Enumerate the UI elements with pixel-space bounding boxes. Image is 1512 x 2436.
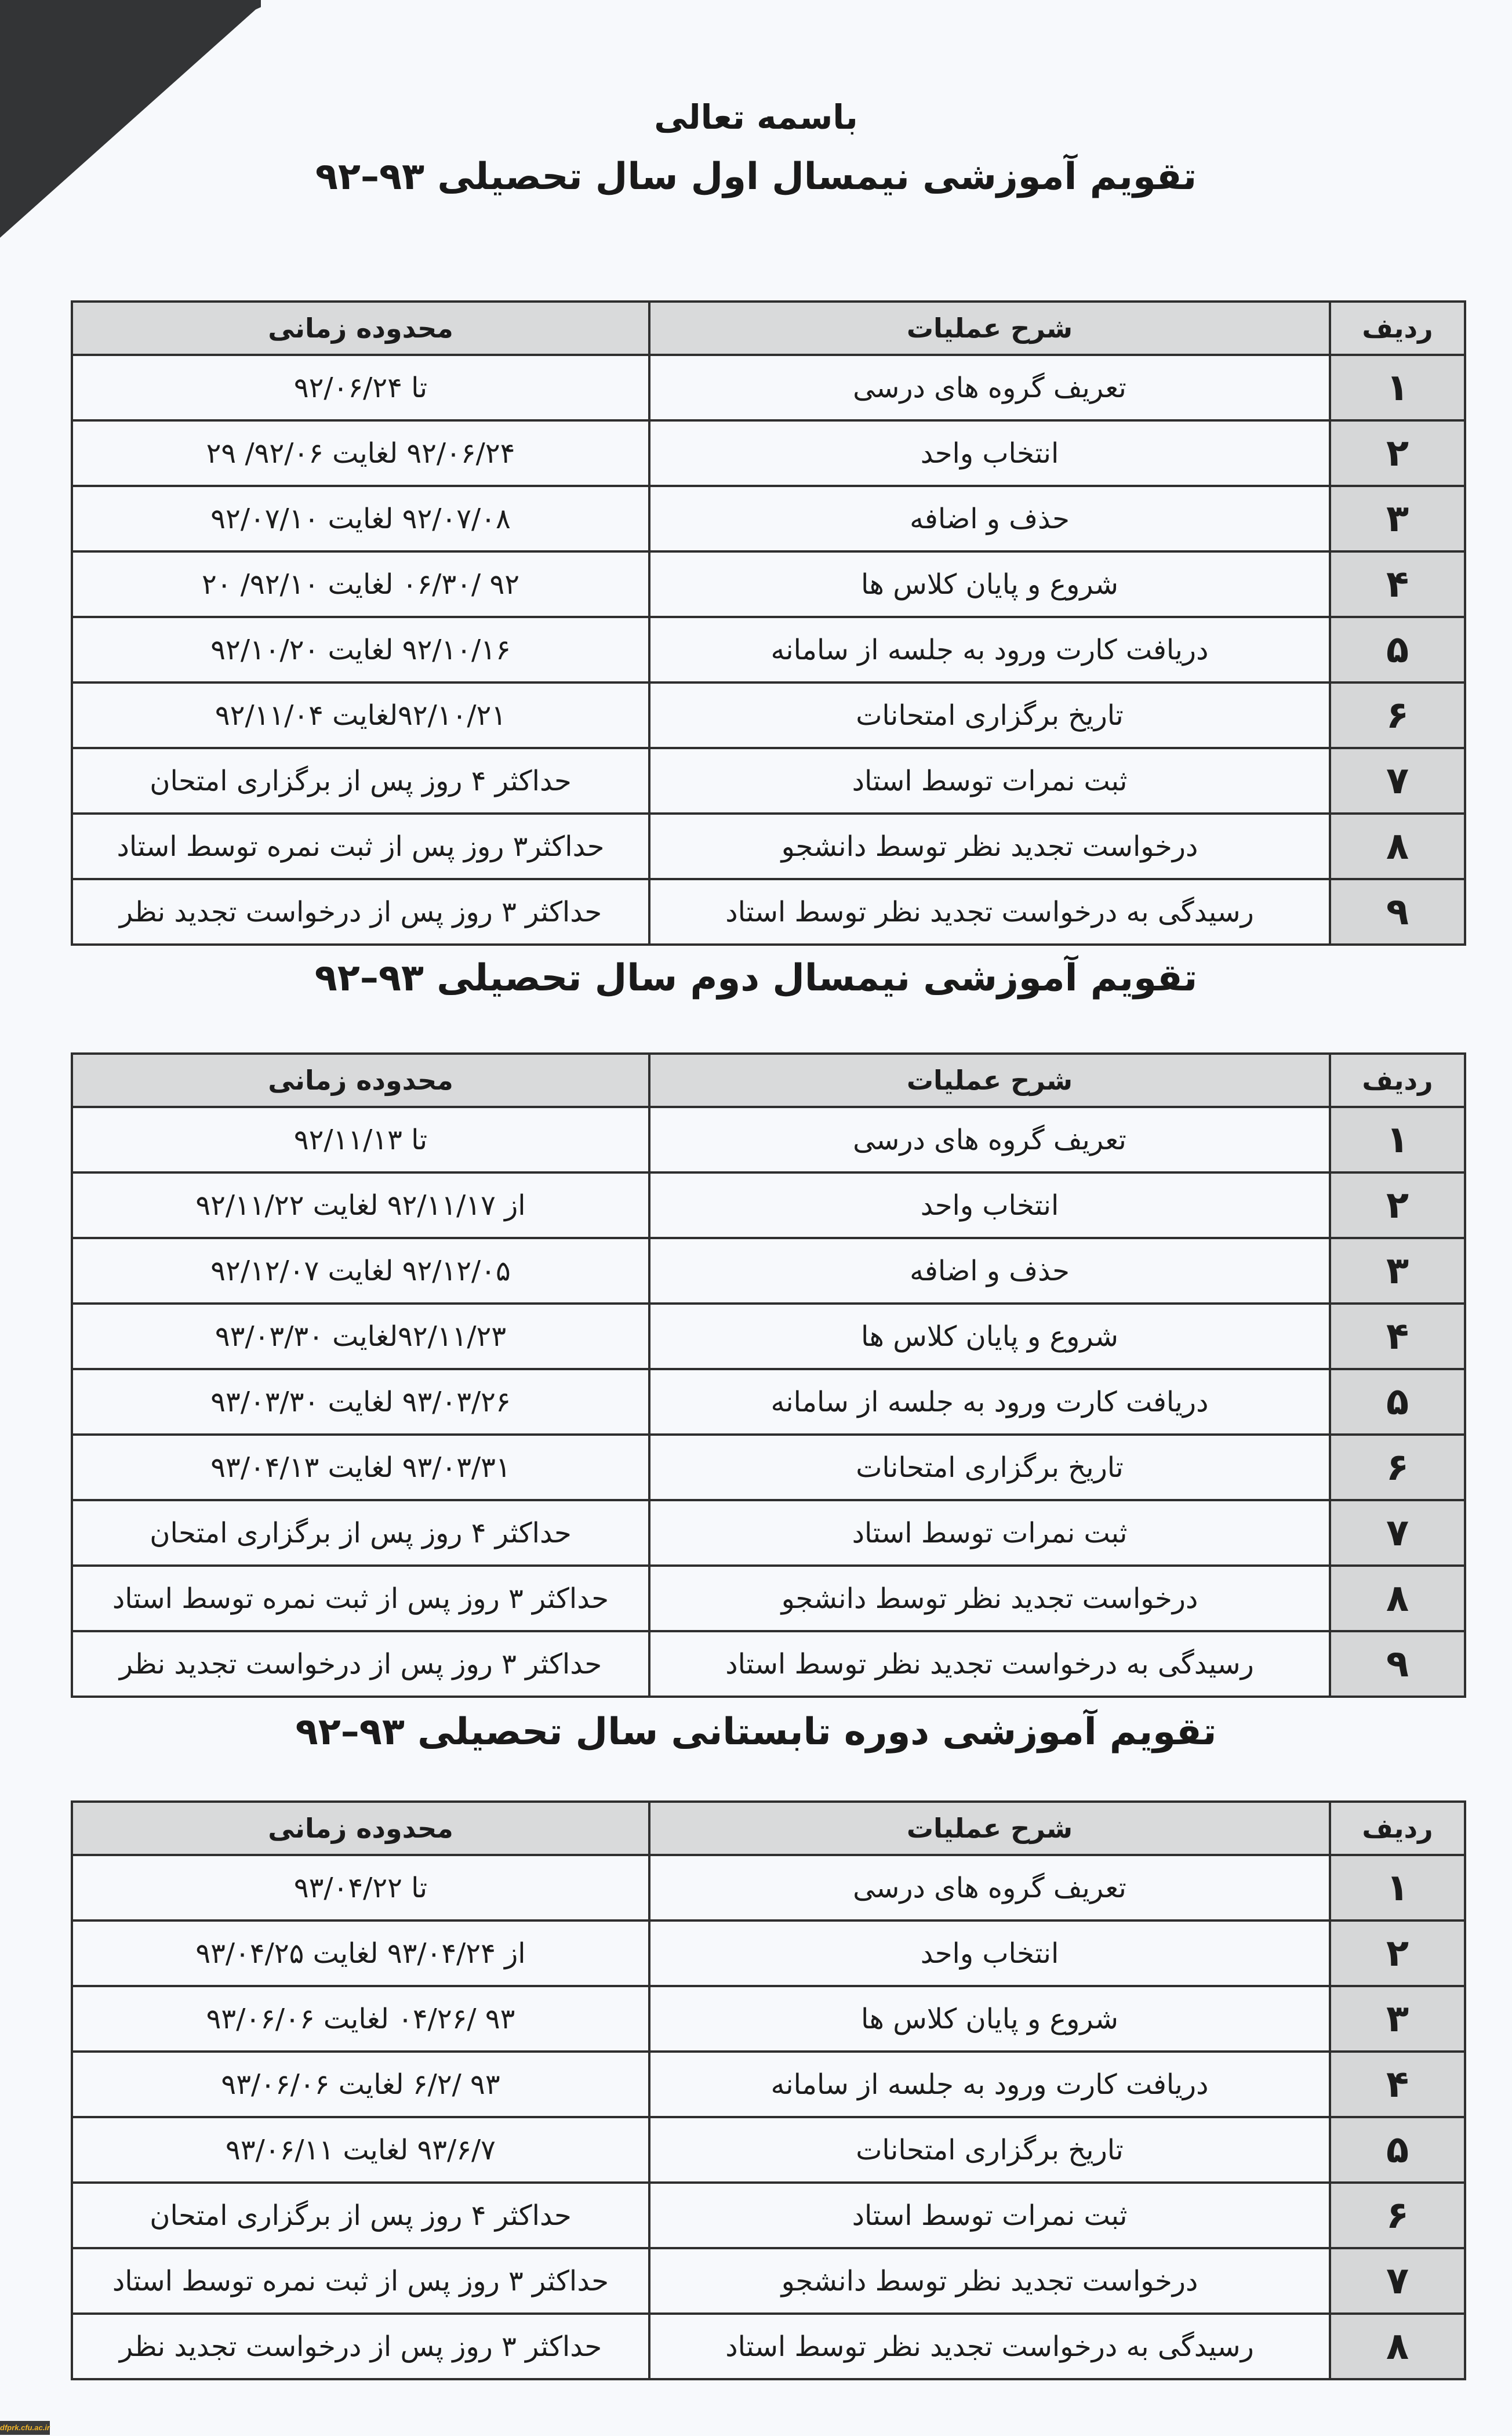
- time-range-cell: حداکثر ۳ روز پس از درخواست تجدید نظر: [72, 1631, 649, 1697]
- first-semester-calendar-table: [71, 300, 1466, 946]
- description-cell: درخواست تجدید نظر توسط دانشجو: [649, 814, 1330, 879]
- description-cell: دریافت کارت ورود به جلسه از سامانه: [649, 617, 1330, 682]
- description-cell: ثبت نمرات توسط استاد: [649, 1500, 1330, 1566]
- description-cell: ثبت نمرات توسط استاد: [649, 2183, 1330, 2248]
- row-number-cell: ۷: [1330, 1500, 1465, 1566]
- table-row: [72, 2052, 1465, 2117]
- table-row: [72, 748, 1465, 814]
- time-range-cell: ۹۳ /۰۴/۲۶ لغایت ۹۳/۰۶/۰۶: [72, 1986, 649, 2052]
- row-number-cell: ۱: [1330, 1107, 1465, 1172]
- time-range-cell: ۹۳/۰۳/۲۶ لغایت ۹۳/۰۳/۳۰: [72, 1369, 649, 1435]
- table-row: [72, 2183, 1465, 2248]
- second-semester-calendar-table: [71, 1052, 1466, 1698]
- row-number-cell: ۷: [1330, 2248, 1465, 2314]
- row-number-cell: ۲: [1330, 420, 1465, 486]
- table-row: [72, 682, 1465, 748]
- table-row: [72, 1921, 1465, 1986]
- table-3-title: تقویم آموزشی دوره تابستانی سال تحصیلی ۹۳–۹۲: [295, 1711, 1217, 1754]
- row-number-cell: ۳: [1330, 1238, 1465, 1304]
- header-description: شرح عملیات: [649, 1802, 1330, 1855]
- time-range-cell: حداکثر ۳ روز پس از درخواست تجدید نظر: [72, 2314, 649, 2379]
- header-row-number: ردیف: [1330, 302, 1465, 355]
- header-row-number: ردیف: [1330, 1054, 1465, 1107]
- table-header-row: [72, 302, 1465, 355]
- time-range-cell: ۹۳/۰۳/۳۱ لغایت ۹۳/۰۴/۱۳: [72, 1435, 649, 1500]
- table-row: [72, 1855, 1465, 1921]
- time-range-cell: ۹۲/۰۷/۰۸ لغایت ۹۲/۰۷/۱۰: [72, 486, 649, 551]
- description-cell: دریافت کارت ورود به جلسه از سامانه: [649, 1369, 1330, 1435]
- table-header-row: [72, 1054, 1465, 1107]
- description-cell: درخواست تجدید نظر توسط دانشجو: [649, 1566, 1330, 1631]
- table-row: [72, 1566, 1465, 1631]
- description-cell: شروع و پایان کلاس ها: [649, 1986, 1330, 2052]
- table-row: [72, 1986, 1465, 2052]
- row-number-cell: ۵: [1330, 617, 1465, 682]
- row-number-cell: ۶: [1330, 682, 1465, 748]
- table-row: [72, 2248, 1465, 2314]
- time-range-cell: حداکثر ۳ روز پس از ثبت نمره توسط استاد: [72, 1566, 649, 1631]
- header-time-range: محدوده زمانی: [72, 302, 649, 355]
- time-range-cell: ۹۲/۱۱/۲۳لغایت ۹۳/۰۳/۳۰: [72, 1304, 649, 1369]
- description-cell: انتخاب واحد: [649, 420, 1330, 486]
- header-row-number: ردیف: [1330, 1802, 1465, 1855]
- row-number-cell: ۹: [1330, 1631, 1465, 1697]
- time-range-cell: ۹۳ /۶/۲ لغایت ۹۳/۰۶/۰۶: [72, 2052, 649, 2117]
- row-number-cell: ۸: [1330, 814, 1465, 879]
- table-header-row: [72, 1802, 1465, 1855]
- time-range-cell: تا ۹۲/۰۶/۲۴: [72, 355, 649, 420]
- description-cell: رسیدگی به درخواست تجدید نظر توسط استاد: [649, 1631, 1330, 1697]
- table-row: [72, 1304, 1465, 1369]
- time-range-cell: ۹۲/۱۲/۰۵ لغایت ۹۲/۱۲/۰۷: [72, 1238, 649, 1304]
- time-range-cell: از ۹۳/۰۴/۲۴ لغایت ۹۳/۰۴/۲۵: [72, 1921, 649, 1986]
- table-row: [72, 814, 1465, 879]
- row-number-cell: ۶: [1330, 1435, 1465, 1500]
- time-range-cell: ۹۲ /۰۶/۳۰ لغایت ۹۲/۱۰/ ۲۰: [72, 551, 649, 617]
- time-range-cell: حداکثر ۴ روز پس از برگزاری امتحان: [72, 1500, 649, 1566]
- description-cell: رسیدگی به درخواست تجدید نظر توسط استاد: [649, 2314, 1330, 2379]
- description-cell: تاریخ برگزاری امتحانات: [649, 2117, 1330, 2183]
- bismillah-heading: باسمه تعالی: [654, 97, 858, 137]
- description-cell: رسیدگی به درخواست تجدید نظر توسط استاد: [649, 879, 1330, 945]
- table-row: [72, 1107, 1465, 1172]
- table-row: [72, 420, 1465, 486]
- time-range-cell: تا ۹۲/۱۱/۱۳: [72, 1107, 649, 1172]
- header-description: شرح عملیات: [649, 1054, 1330, 1107]
- description-cell: حذف و اضافه: [649, 1238, 1330, 1304]
- table-row: [72, 2117, 1465, 2183]
- description-cell: تعریف گروه های درسی: [649, 355, 1330, 420]
- description-cell: انتخاب واحد: [649, 1172, 1330, 1238]
- time-range-cell: حداکثر ۳ روز پس از ثبت نمره توسط استاد: [72, 2248, 649, 2314]
- row-number-cell: ۴: [1330, 2052, 1465, 2117]
- table-row: [72, 617, 1465, 682]
- row-number-cell: ۵: [1330, 2117, 1465, 2183]
- summer-term-calendar-table: [71, 1800, 1466, 2380]
- table-row: [72, 1238, 1465, 1304]
- row-number-cell: ۷: [1330, 748, 1465, 814]
- table-row: [72, 1631, 1465, 1697]
- row-number-cell: ۳: [1330, 1986, 1465, 2052]
- row-number-cell: ۸: [1330, 1566, 1465, 1631]
- description-cell: حذف و اضافه: [649, 486, 1330, 551]
- description-cell: تاریخ برگزاری امتحانات: [649, 682, 1330, 748]
- table-1-title: تقویم آموزشی نیمسال اول سال تحصیلی ۹۳–۹۲: [315, 155, 1197, 198]
- table-row: [72, 355, 1465, 420]
- header-time-range: محدوده زمانی: [72, 1054, 649, 1107]
- description-cell: انتخاب واحد: [649, 1921, 1330, 1986]
- table-row: [72, 486, 1465, 551]
- description-cell: شروع و پایان کلاس ها: [649, 1304, 1330, 1369]
- row-number-cell: ۴: [1330, 551, 1465, 617]
- website-watermark: dfprk.cfu.ac.ir: [0, 2421, 50, 2435]
- header-time-range: محدوده زمانی: [72, 1802, 649, 1855]
- time-range-cell: ۹۲/۰۶/۲۴ لغایت ۹۲/۰۶/ ۲۹: [72, 420, 649, 486]
- table-row: [72, 2314, 1465, 2379]
- time-range-cell: ۹۲/۱۰/۲۱لغایت ۹۲/۱۱/۰۴: [72, 682, 649, 748]
- time-range-cell: تا ۹۳/۰۴/۲۲: [72, 1855, 649, 1921]
- table-row: [72, 1369, 1465, 1435]
- row-number-cell: ۲: [1330, 1921, 1465, 1986]
- description-cell: تاریخ برگزاری امتحانات: [649, 1435, 1330, 1500]
- description-cell: شروع و پایان کلاس ها: [649, 551, 1330, 617]
- description-cell: ثبت نمرات توسط استاد: [649, 748, 1330, 814]
- table-row: [72, 1435, 1465, 1500]
- row-number-cell: ۱: [1330, 1855, 1465, 1921]
- time-range-cell: حداکثر۳ روز پس از ثبت نمره توسط استاد: [72, 814, 649, 879]
- table-2-title: تقویم آموزشی نیمسال دوم سال تحصیلی ۹۳–۹۲: [314, 957, 1198, 1000]
- time-range-cell: ۹۳/۶/۷ لغایت ۹۳/۰۶/۱۱: [72, 2117, 649, 2183]
- description-cell: تعریف گروه های درسی: [649, 1855, 1330, 1921]
- table-row: [72, 551, 1465, 617]
- row-number-cell: ۲: [1330, 1172, 1465, 1238]
- row-number-cell: ۵: [1330, 1369, 1465, 1435]
- header-description: شرح عملیات: [649, 302, 1330, 355]
- table-row: [72, 879, 1465, 945]
- row-number-cell: ۱: [1330, 355, 1465, 420]
- row-number-cell: ۹: [1330, 879, 1465, 945]
- description-cell: دریافت کارت ورود به جلسه از سامانه: [649, 2052, 1330, 2117]
- description-cell: تعریف گروه های درسی: [649, 1107, 1330, 1172]
- description-cell: درخواست تجدید نظر توسط دانشجو: [649, 2248, 1330, 2314]
- row-number-cell: ۳: [1330, 486, 1465, 551]
- time-range-cell: از ۹۲/۱۱/۱۷ لغایت ۹۲/۱۱/۲۲: [72, 1172, 649, 1238]
- row-number-cell: ۸: [1330, 2314, 1465, 2379]
- table-row: [72, 1172, 1465, 1238]
- table-row: [72, 1500, 1465, 1566]
- time-range-cell: حداکثر ۴ روز پس از برگزاری امتحان: [72, 2183, 649, 2248]
- time-range-cell: حداکثر ۴ روز پس از برگزاری امتحان: [72, 748, 649, 814]
- time-range-cell: حداکثر ۳ روز پس از درخواست تجدید نظر: [72, 879, 649, 945]
- time-range-cell: ۹۲/۱۰/۱۶ لغایت ۹۲/۱۰/۲۰: [72, 617, 649, 682]
- row-number-cell: ۶: [1330, 2183, 1465, 2248]
- row-number-cell: ۴: [1330, 1304, 1465, 1369]
